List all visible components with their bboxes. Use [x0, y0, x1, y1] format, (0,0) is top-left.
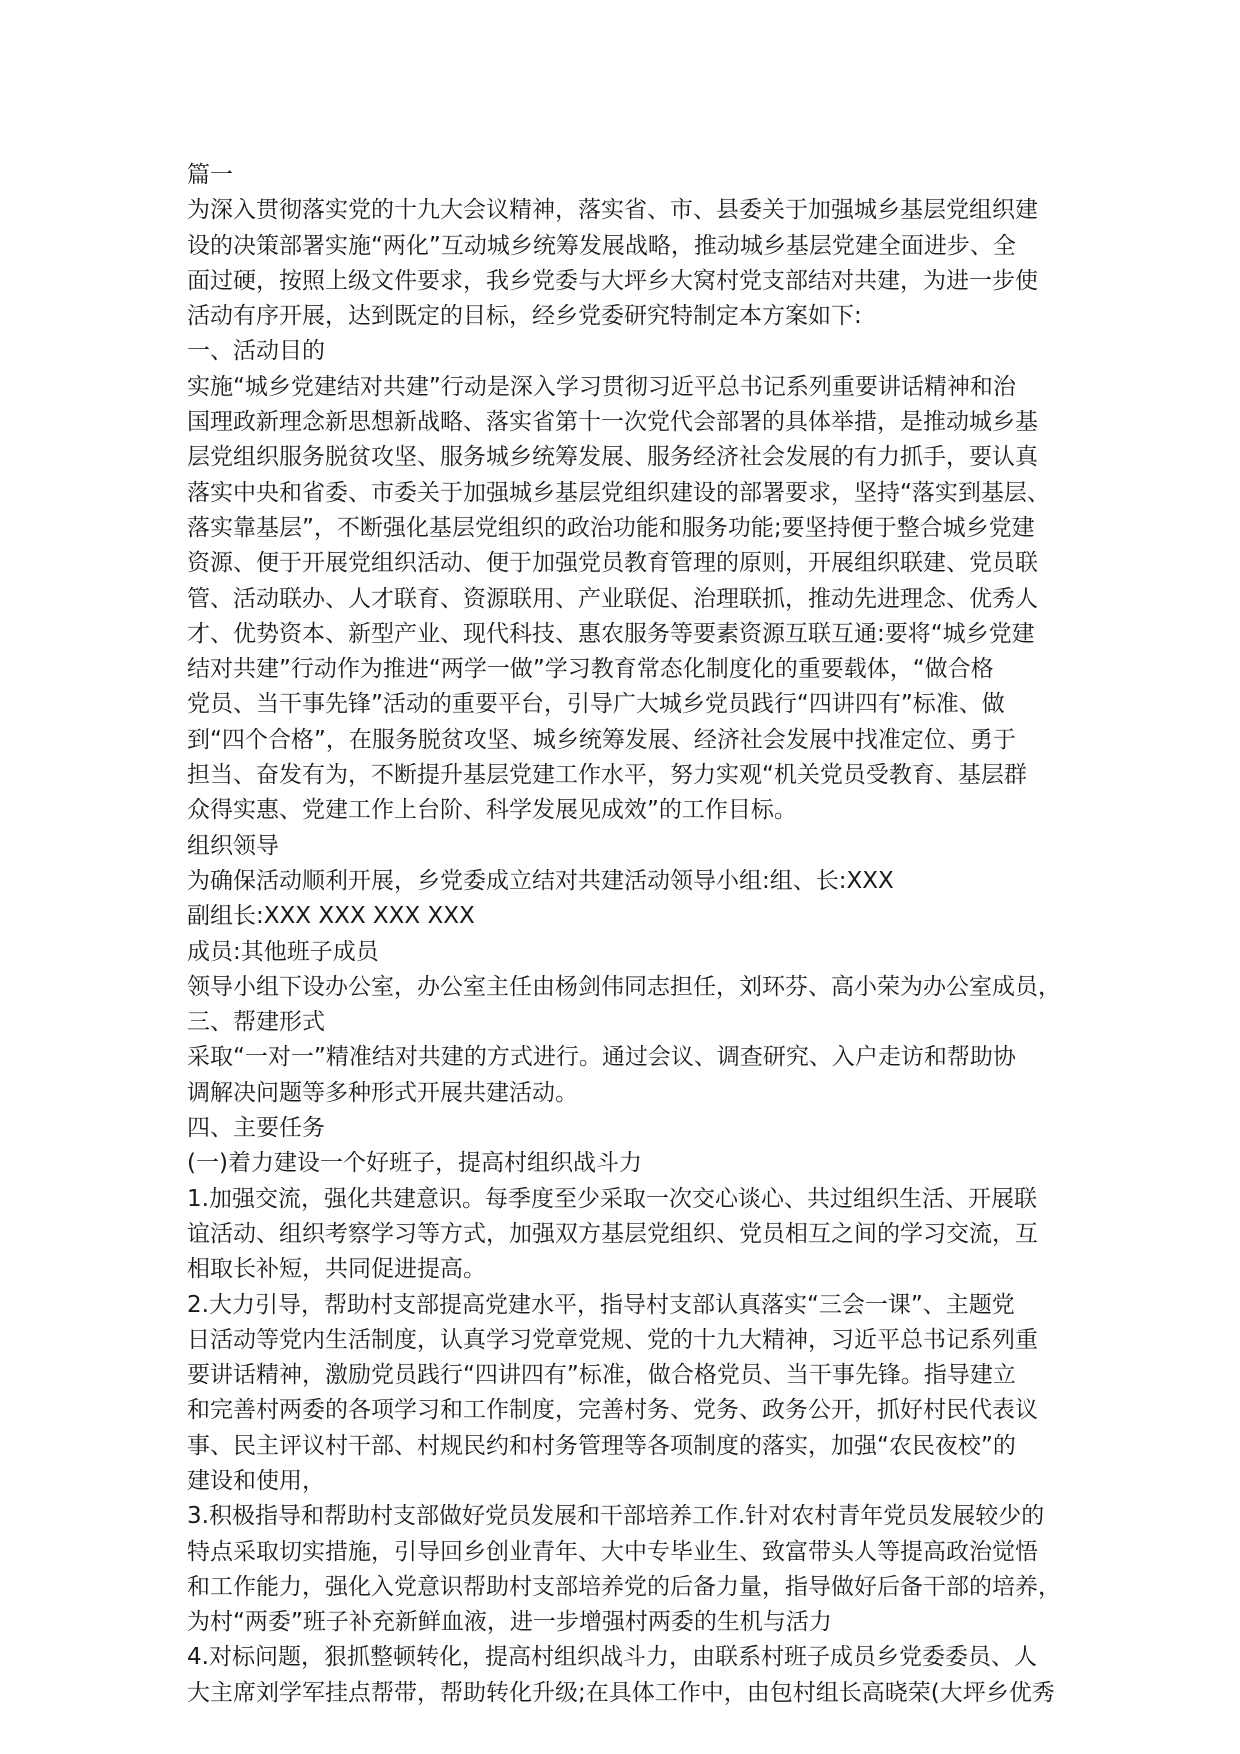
text-line: 三、帮建形式 [187, 1009, 325, 1036]
text-line: 日活动等党内生活制度，认真学习党章党规、党的十九大精神，习近平总书记系列重 [187, 1326, 1038, 1353]
text-line: 党员、当干事先锋”活动的重要平台，引导广大城乡党员践行“四讲四有”标准、做 [187, 691, 1005, 718]
text-line: 众得实惠、党建工作上台阶、科学发展见成效”的工作目标。 [187, 797, 797, 824]
text-line: 资源、便于开展党组织活动、便于加强党员教育管理的原则，开展组织联建、党员联 [187, 550, 1038, 577]
text-line: 大主席刘学军挂点帮带，帮助转化升级;在具体工作中，由包村组长高晓荣(大坪乡优秀 [187, 1679, 1055, 1706]
text-line: 4.对标问题，狠抓整顿转化，提高村组织战斗力，由联系村班子成员乡党委委员、人 [187, 1644, 1037, 1671]
text-line: 为村“两委”班子补充新鲜血液，进一步增强村两委的生机与活力 [187, 1609, 832, 1636]
text-line: 一、活动目的 [187, 338, 325, 365]
text-line: 建设和使用， [187, 1467, 325, 1494]
text-line: 1.加强交流，强化共建意识。每季度至少采取一次交心谈心、共过组织生活、开展联 [187, 1185, 1037, 1212]
text-line: 副组长:XXX XXX XXX XXX [187, 903, 475, 930]
text-line: (一)着力建设一个好班子，提高村组织战斗力 [187, 1150, 642, 1177]
text-line: 采取“一对一”精准结对共建的方式进行。通过会议、调查研究、入户走访和帮助协 [187, 1044, 1016, 1071]
document-body [187, 158, 1061, 1711]
text-line: 管、活动联办、人才联育、资源联用、产业联促、治理联抓，推动先进理念、优秀人 [187, 585, 1038, 612]
text-line: 到“四个合格”，在服务脱贫攻坚、城乡统筹发展、经济社会发展中找准定位、勇于 [187, 726, 1016, 753]
text-line: 设的决策部署实施“两化”互动城乡统筹发展战略，推动城乡基层党建全面进步、全 [187, 232, 1016, 259]
text-line: 四、主要任务 [187, 1115, 325, 1142]
text-line: 组织领导 [187, 832, 279, 859]
text-line: 谊活动、组织考察学习等方式，加强双方基层党组织、党员相互之间的学习交流，互 [187, 1220, 1038, 1247]
text-line: 落实靠基层”，不断强化基层党组织的政治功能和服务功能;要坚持便于整合城乡党建 [187, 514, 1035, 541]
text-line: 篇一 [187, 162, 233, 188]
text-line: 为深入贯彻落实党的十九大会议精神，落实省、市、县委关于加强城乡基层党组织建 [187, 197, 1038, 224]
text-line: 特点采取切实措施，引导回乡创业青年、大中专毕业生、致富带头人等提高政治觉悟 [187, 1538, 1038, 1565]
text-line: 成员:其他班子成员 [187, 938, 379, 965]
text-line: 结对共建”行动作为推进“两学一做”学习教育常态化制度化的重要载体，“做合格 [187, 656, 994, 683]
text-line: 要讲话精神，激励党员践行“四讲四有”标准，做合格党员、当干事先锋。指导建立 [187, 1362, 1016, 1389]
text-line: 和工作能力，强化入党意识帮助村支部培养党的后备力量，指导做好后备干部的培养， [187, 1573, 1061, 1600]
text-line: 活动有序开展，达到既定的目标，经乡党委研究特制定本方案如下: [187, 303, 862, 330]
text-line: 担当、奋发有为，不断提升基层党建工作水平，努力实观“机关党员受教育、基层群 [187, 762, 1027, 789]
text-line: 事、民主评议村干部、村规民约和村务管理等各项制度的落实，加强“农民夜校”的 [187, 1432, 1016, 1459]
text-line: 落实中央和省委、市委关于加强城乡基层党组织建设的部署要求，坚持“落实到基层、 [187, 479, 1050, 506]
text-line: 层党组织服务脱贫攻坚、服务城乡统筹发展、服务经济社会发展的有力抓手，要认真 [187, 444, 1038, 471]
text-line: 和完善村两委的各项学习和工作制度，完善村务、党务、政务公开，抓好村民代表议 [187, 1397, 1038, 1424]
text-line: 领导小组下设办公室，办公室主任由杨剑伟同志担任，刘环芬、高小荣为办公室成员， [187, 973, 1061, 1000]
text-line: 调解决问题等多种形式开展共建活动。 [187, 1079, 578, 1106]
text-line: 为确保活动顺利开展，乡党委成立结对共建活动领导小组:组、长:XXX [187, 867, 894, 894]
text-line: 实施“城乡党建结对共建”行动是深入学习贯彻习近平总书记系列重要讲话精神和治 [187, 373, 1016, 400]
text-line: 才、优势资本、新型产业、现代科技、惠农服务等要素资源互联互通:要将“城乡党建 [187, 620, 1035, 647]
text-line: 面过硬，按照上级文件要求，我乡党委与大坪乡大窝村党支部结对共建，为进一步使 [187, 267, 1038, 294]
text-line: 国理政新理念新思想新战略、落实省第十一次党代会部署的具体举措，是推动城乡基 [187, 409, 1038, 436]
text-line: 相取长补短，共同促进提高。 [187, 1256, 486, 1283]
text-line: 3.积极指导和帮助村支部做好党员发展和干部培养工作.针对农村青年党员发展较少的 [187, 1503, 1045, 1530]
text-line: 2.大力引导，帮助村支部提高党建水平，指导村支部认真落实“三会一课”、主题党 [187, 1291, 1015, 1318]
